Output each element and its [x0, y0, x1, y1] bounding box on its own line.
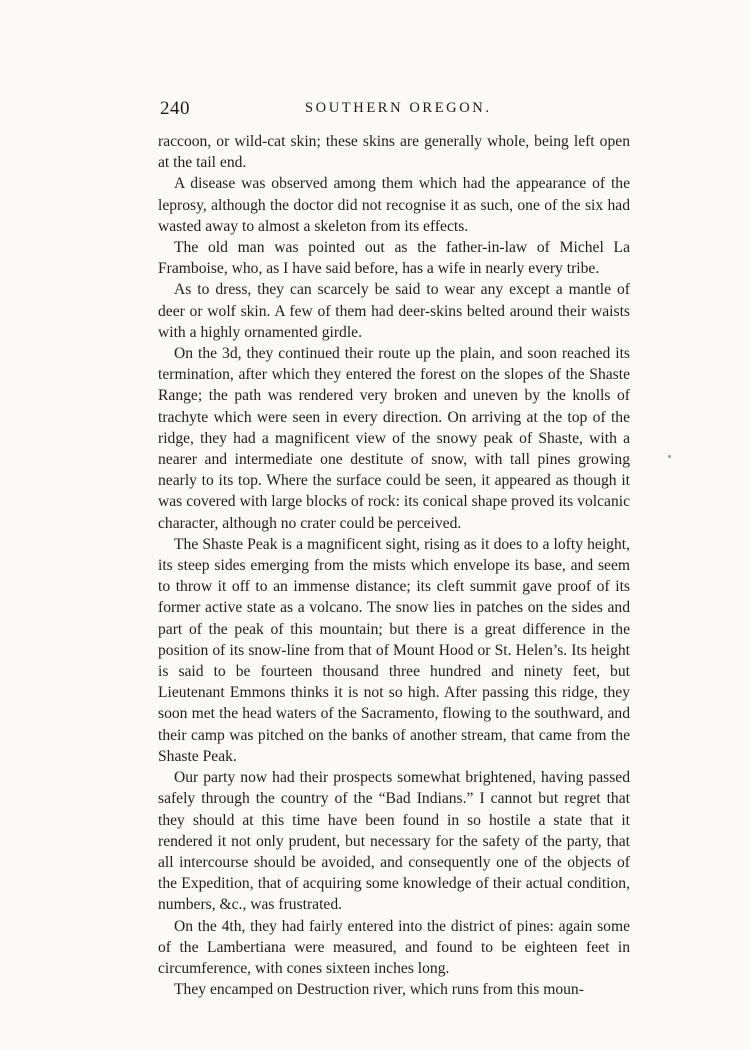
page-header: [160, 98, 630, 122]
paragraph-1: raccoon, or wild-cat skin; these skins are generally whole, being left open at the tail end.: [158, 133, 630, 172]
paragraph-2: A disease was observed among them which had the appearance of the leprosy, although the doctor did not recognise it as such, one of the six had wasted away to almost a skeleton from its effects.: [158, 175, 630, 235]
paragraph-5: On the 3d, they continued their route up the plain, and soon reached its termination, after which they entered the forest on the slopes of the Shaste Range; the path was rendered very broken and uneven by the knolls of trachyte which were seen in every direction. On arriving at the top of the ridge, they had a magnificent view of the snowy peak of Shaste, with a nearer and intermediate one destitute of snow, with tall pines growing nearly to its top. Where the surface could be seen, it appeared as though it was covered with large blocks of rock: its conical shape proved its volcanic character, although no crater could be perceived.: [158, 345, 630, 532]
paragraph-4: As to dress, they can scarcely be said to wear any except a mantle of deer or wolf skin. A few of them had deer-skins belted around their waists with a highly ornamented girdle.: [158, 281, 630, 341]
running-head: SOUTHERN OREGON.: [305, 100, 492, 116]
paragraph-8: On the 4th, they had fairly entered into the district of pines: again some of the Lambertiana were measured, and found to be eighteen feet in circumference, with cones sixteen inches long.: [158, 917, 630, 977]
paragraph-9: They encamped on Destruction river, which runs from this moun-: [174, 981, 584, 999]
body-text: [158, 131, 630, 1000]
paragraph-3: The old man was pointed out as the father-in-law of Michel La Framboise, who, as I have said before, has a wife in nearly every tribe.: [158, 239, 630, 278]
page-number: 240: [160, 98, 190, 119]
paragraph-7: Our party now had their prospects somewhat brightened, having passed safely through the country of the “Bad Indians.” I cannot but regret that they should at this time have been found in so hostile a state that it rendered it not only prudent, but necessary for the safety of the party, that all intercourse should be avoided, and consequently one of the objects of the Expedition, that of acquiring some knowledge of their actual condition, numbers, &c., was frustrated.: [158, 769, 630, 914]
paper-speck: [668, 455, 671, 458]
paragraph-6: The Shaste Peak is a magnificent sight, rising as it does to a lofty height, its steep sides emerging from the mists which envelope its base, and seem to throw it off to an immense distance; its cleft summit gave proof of its former active state as a volcano. The snow lies in patches on the sides and part of the peak of this mountain; but there is a great difference in the position of its snow-line from that of Mount Hood or St. Helen’s. Its height is said to be fourteen thousand three hundred and ninety feet, but Lieutenant Emmons thinks it is not so high. After passing this ridge, they soon met the head waters of the Sacramento, flowing to the southward, and their camp was pitched on the banks of another stream, that came from the Shaste Peak.: [158, 535, 630, 765]
